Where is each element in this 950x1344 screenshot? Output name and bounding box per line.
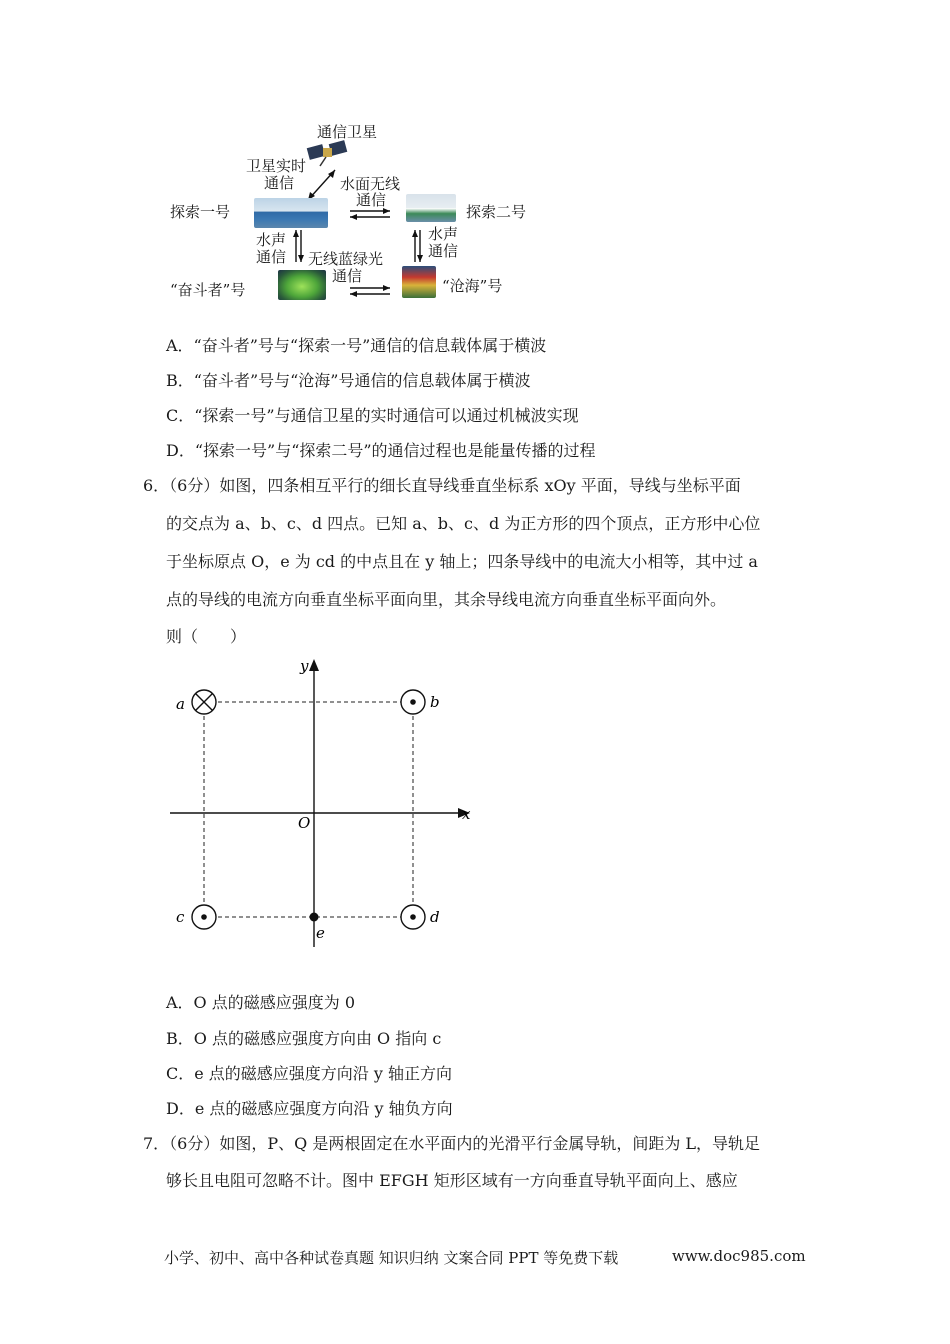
label-satellite: 通信卫星 — [317, 123, 378, 141]
point-e-marker — [310, 913, 319, 922]
label-acoustic-right-2: 通信 — [428, 242, 459, 260]
wire-c-out-of-page-icon — [192, 905, 216, 929]
label-sat-realtime-2: 通信 — [264, 174, 295, 192]
wire-d-out-of-page-icon — [401, 905, 425, 929]
communication-diagram — [160, 118, 560, 308]
label-c: c — [176, 908, 185, 926]
q6-stem-line-4: 点的导线的电流方向垂直坐标平面向里，其余导线电流方向垂直坐标平面向外。 — [166, 590, 727, 609]
q6-option-c: C．e 点的磁感应强度方向沿 y 轴正方向 — [166, 1064, 453, 1083]
label-b: b — [430, 693, 440, 711]
q6-stem-line-5: 则（ ） — [166, 627, 247, 646]
q7-stem-line-2: 够长且电阻可忽略不计。图中 EFGH 矩形区域有一方向垂直导轨平面向上、感应 — [166, 1171, 738, 1190]
q5-option-a: A．“奋斗者”号与“探索一号”通信的信息载体属于横波 — [166, 336, 547, 355]
q7-stem-line-1: 7．（6分）如图，P、Q 是两根固定在水平面内的光滑平行金属导轨，间距为 L，导轨足 — [143, 1134, 761, 1153]
fendouzhe-sub-image — [278, 270, 326, 300]
label-a: a — [176, 695, 185, 713]
tansuo2-ship-image — [406, 194, 456, 222]
wire-a-into-page-icon — [192, 690, 216, 714]
footer-link[interactable]: www.doc985.com — [672, 1247, 806, 1265]
q6-option-d: D．e 点的磁感应强度方向沿 y 轴负方向 — [166, 1099, 453, 1118]
label-surface-wireless-2: 通信 — [356, 191, 387, 209]
q6-option-a: A．O 点的磁感应强度为 0 — [166, 993, 356, 1012]
q5-option-c: C．“探索一号”与通信卫星的实时通信可以通过机械波实现 — [166, 406, 579, 425]
label-acoustic-right: 水声 — [428, 225, 459, 243]
q6-stem-line-2: 的交点为 a、b、c、d 四点。已知 a、b、c、d 为正方形的四个顶点，正方形中心位 — [166, 514, 761, 533]
q6-option-b: B．O 点的磁感应强度方向由 O 指向 c — [166, 1029, 442, 1048]
label-fendouzhe: “奋斗者”号 — [170, 281, 246, 299]
label-e: e — [316, 924, 325, 942]
label-acoustic-left: 水声 — [256, 231, 287, 249]
q6-stem-line-3: 于坐标原点 O，e 为 cd 的中点且在 y 轴上；四条导线中的电流大小相等，其中过 a — [166, 552, 758, 571]
q5-option-b: B．“奋斗者”号与“沧海”号通信的信息载体属于横波 — [166, 371, 531, 390]
label-x: x — [462, 805, 471, 823]
label-bluegreen: 无线蓝绿光 — [308, 250, 384, 268]
label-sat-realtime: 卫星实时 — [246, 157, 307, 175]
label-origin: O — [298, 814, 311, 832]
label-acoustic-left-2: 通信 — [256, 248, 287, 266]
label-d: d — [430, 908, 440, 926]
label-tansuo2: 探索二号 — [466, 203, 527, 221]
q5-option-d: D．“探索一号”与“探索二号”的通信过程也是能量传播的过程 — [166, 441, 596, 460]
wire-b-out-of-page-icon — [401, 690, 425, 714]
q6-stem-line-1: 6．（6分）如图，四条相互平行的细长直导线垂直坐标系 xOy 平面，导线与坐标平面 — [143, 476, 741, 495]
label-canghai: “沧海”号 — [442, 277, 503, 295]
label-tansuo1: 探索一号 — [170, 203, 231, 221]
label-y: y — [300, 657, 309, 675]
label-bluegreen-2: 通信 — [332, 267, 363, 285]
label-surface-wireless: 水面无线 — [340, 175, 401, 193]
footer-text: 小学、初中、高中各种试卷真题 知识归纳 文案合同 PPT 等免费下载 — [164, 1249, 619, 1267]
tansuo1-ship-image — [254, 198, 328, 228]
q6-coordinate-figure — [160, 655, 480, 955]
canghai-lander-image — [402, 266, 436, 298]
